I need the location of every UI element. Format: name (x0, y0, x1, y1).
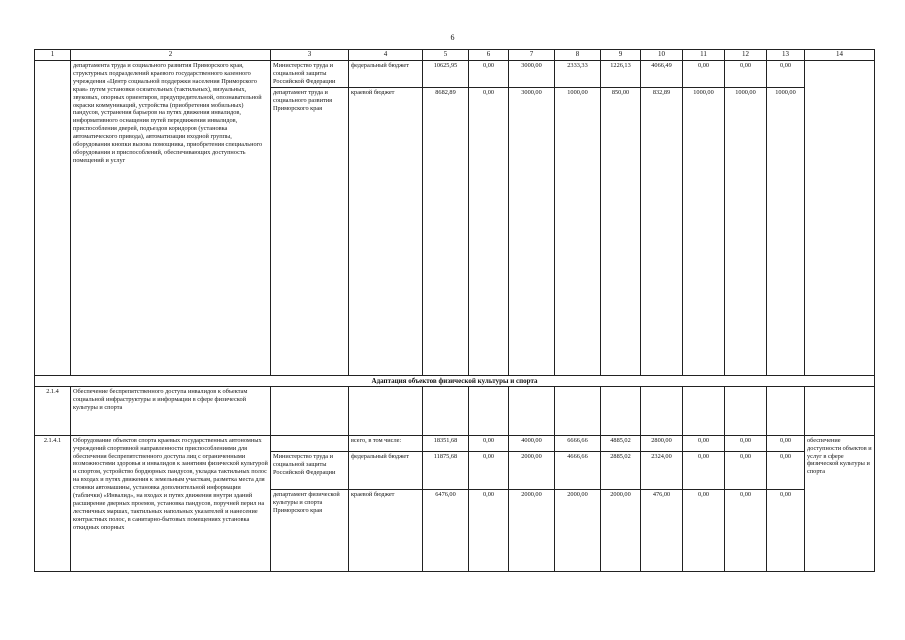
empty-cell (767, 386, 805, 435)
header-cell: 13 (767, 50, 805, 61)
header-cell: 8 (555, 50, 601, 61)
description-cell: Оборудование объектов спорта краевых государственных автономных учреждений спортивной направленности приспособлениями для обеспечения беспрепятственного доступа лиц с ограниченными возможностями здоровья и инвалидов к занятиям физической культурой и спортом, устройство бордюрных пандусов, укладка тактильных полос на входах и путях движения к земельным участкам, разметка места для стоянки автомашины, установка дополнительной информации (таблички) «Инвалид», на входах и путях движения внутри зданий расширение дверных проемов, установка пандусов, поручней перил на лестничных маршах, тактильных напольных указателей и нанесение контрастных полос, в санитарно-бытовых помещениях установка откидных опорных (71, 435, 271, 571)
value-cell: 4066,49 (641, 61, 683, 88)
value-cell: 0,00 (469, 61, 509, 88)
empty-cell (271, 386, 349, 435)
value-cell: 2800,00 (641, 435, 683, 451)
value-cell: 0,00 (767, 435, 805, 451)
code-cell (35, 61, 71, 376)
value-cell: 0,00 (469, 489, 509, 571)
value-cell: 850,00 (601, 87, 641, 375)
value-cell: 0,00 (469, 451, 509, 489)
source-cell: федеральный бюджет (349, 451, 423, 489)
header-cell: 14 (805, 50, 875, 61)
executor-cell: департамент физической культуры и спорта Приморского края (271, 489, 349, 571)
header-cell: 11 (683, 50, 725, 61)
program-table (34, 49, 875, 572)
value-cell: 0,00 (725, 61, 767, 88)
table-row (35, 386, 875, 435)
empty-cell (349, 386, 423, 435)
value-cell: 1000,00 (767, 87, 805, 375)
result-cell: обеспечение доступности объектов и услуг в сфере физической культуры и спорта (805, 435, 875, 571)
table-row (35, 435, 875, 451)
executor-cell: департамент труда и социального развития Приморского края (271, 87, 349, 375)
value-cell: 2324,00 (641, 451, 683, 489)
header-cell: 7 (509, 50, 555, 61)
empty-cell (423, 386, 469, 435)
empty-cell (469, 386, 509, 435)
description-cell: департамента труда и социального развития Приморского края, структурных подразделений краевого государственного казенного учреждения «Центр социальной поддержки населения Приморского края» путем установки осязательных (тактильных), визуальных, звуковых, опорных ориентиров, предупредительной, опознавательной окраски коммуникаций, устройства (приобретения мобильных) пандусов, устранения барьеров на путях движения инвалидов, информативного оснащения путей передвижения инвалидов, приспособления дверей, подъездов коридоров (установка автоматического привода), автоматизации входной группы, оборудования кнопки вызова помощника, приобретения специального оборудования и приспособлений, обеспечивающих доступность помещений и услуг (71, 61, 271, 376)
value-cell: 1000,00 (683, 87, 725, 375)
header-cell: 6 (469, 50, 509, 61)
value-cell: 0,00 (767, 61, 805, 88)
value-cell: 4666,66 (555, 451, 601, 489)
description-cell: Обеспечение беспрепятственного доступа инвалидов к объектам социальной инфраструктуры и информации в сфере физической культуры и спорта (71, 386, 271, 435)
result-cell (805, 61, 875, 376)
value-cell: 0,00 (725, 435, 767, 451)
value-cell: 6476,00 (423, 489, 469, 571)
value-cell: 2000,00 (601, 489, 641, 571)
empty-cell (641, 386, 683, 435)
empty-cell (555, 386, 601, 435)
header-cell: 2 (71, 50, 271, 61)
header-cell: 12 (725, 50, 767, 61)
header-cell: 5 (423, 50, 469, 61)
value-cell: 0,00 (725, 489, 767, 571)
empty-cell (683, 386, 725, 435)
code-cell: 2.1.4 (35, 386, 71, 435)
header-cell: 10 (641, 50, 683, 61)
header-cell: 1 (35, 50, 71, 61)
value-cell: 18351,68 (423, 435, 469, 451)
source-cell: федеральный бюджет (349, 61, 423, 88)
value-cell: 0,00 (469, 87, 509, 375)
executor-cell: Министерство труда и социальной защиты Российской Федерации (271, 61, 349, 88)
value-cell: 4000,00 (509, 435, 555, 451)
source-cell: краевой бюджет (349, 87, 423, 375)
value-cell: 0,00 (683, 489, 725, 571)
source-cell: краевой бюджет (349, 489, 423, 571)
value-cell: 476,00 (641, 489, 683, 571)
value-cell: 1226,13 (601, 61, 641, 88)
value-cell: 0,00 (767, 451, 805, 489)
value-cell: 3000,00 (509, 61, 555, 88)
source-cell: всего, в том числе: (349, 435, 423, 451)
value-cell: 0,00 (725, 451, 767, 489)
value-cell: 6666,66 (555, 435, 601, 451)
value-cell: 2000,00 (509, 489, 555, 571)
header-cell: 3 (271, 50, 349, 61)
value-cell: 0,00 (683, 435, 725, 451)
value-cell: 3000,00 (509, 87, 555, 375)
empty-cell (509, 386, 555, 435)
section-title: Адаптация объектов физической культуры и спорта (35, 375, 875, 386)
value-cell: 8682,89 (423, 87, 469, 375)
header-row (35, 50, 875, 61)
code-cell: 2.1.4.1 (35, 435, 71, 571)
section-row (35, 375, 875, 386)
value-cell: 832,89 (641, 87, 683, 375)
page-number: 6 (450, 33, 455, 42)
value-cell: 2885,02 (601, 451, 641, 489)
value-cell: 0,00 (683, 451, 725, 489)
empty-cell (725, 386, 767, 435)
value-cell: 0,00 (469, 435, 509, 451)
value-cell: 4885,02 (601, 435, 641, 451)
value-cell: 2000,00 (555, 489, 601, 571)
empty-cell (805, 386, 875, 435)
executor-cell (271, 435, 349, 451)
value-cell: 11875,68 (423, 451, 469, 489)
value-cell: 2333,33 (555, 61, 601, 88)
value-cell: 10625,95 (423, 61, 469, 88)
value-cell: 0,00 (683, 61, 725, 88)
value-cell: 1000,00 (555, 87, 601, 375)
header-cell: 9 (601, 50, 641, 61)
table-row (35, 61, 875, 88)
value-cell: 2000,00 (509, 451, 555, 489)
executor-cell: Министерство труда и социальной защиты Российской Федерации (271, 451, 349, 489)
header-cell: 4 (349, 50, 423, 61)
empty-cell (601, 386, 641, 435)
value-cell: 1000,00 (725, 87, 767, 375)
value-cell: 0,00 (767, 489, 805, 571)
